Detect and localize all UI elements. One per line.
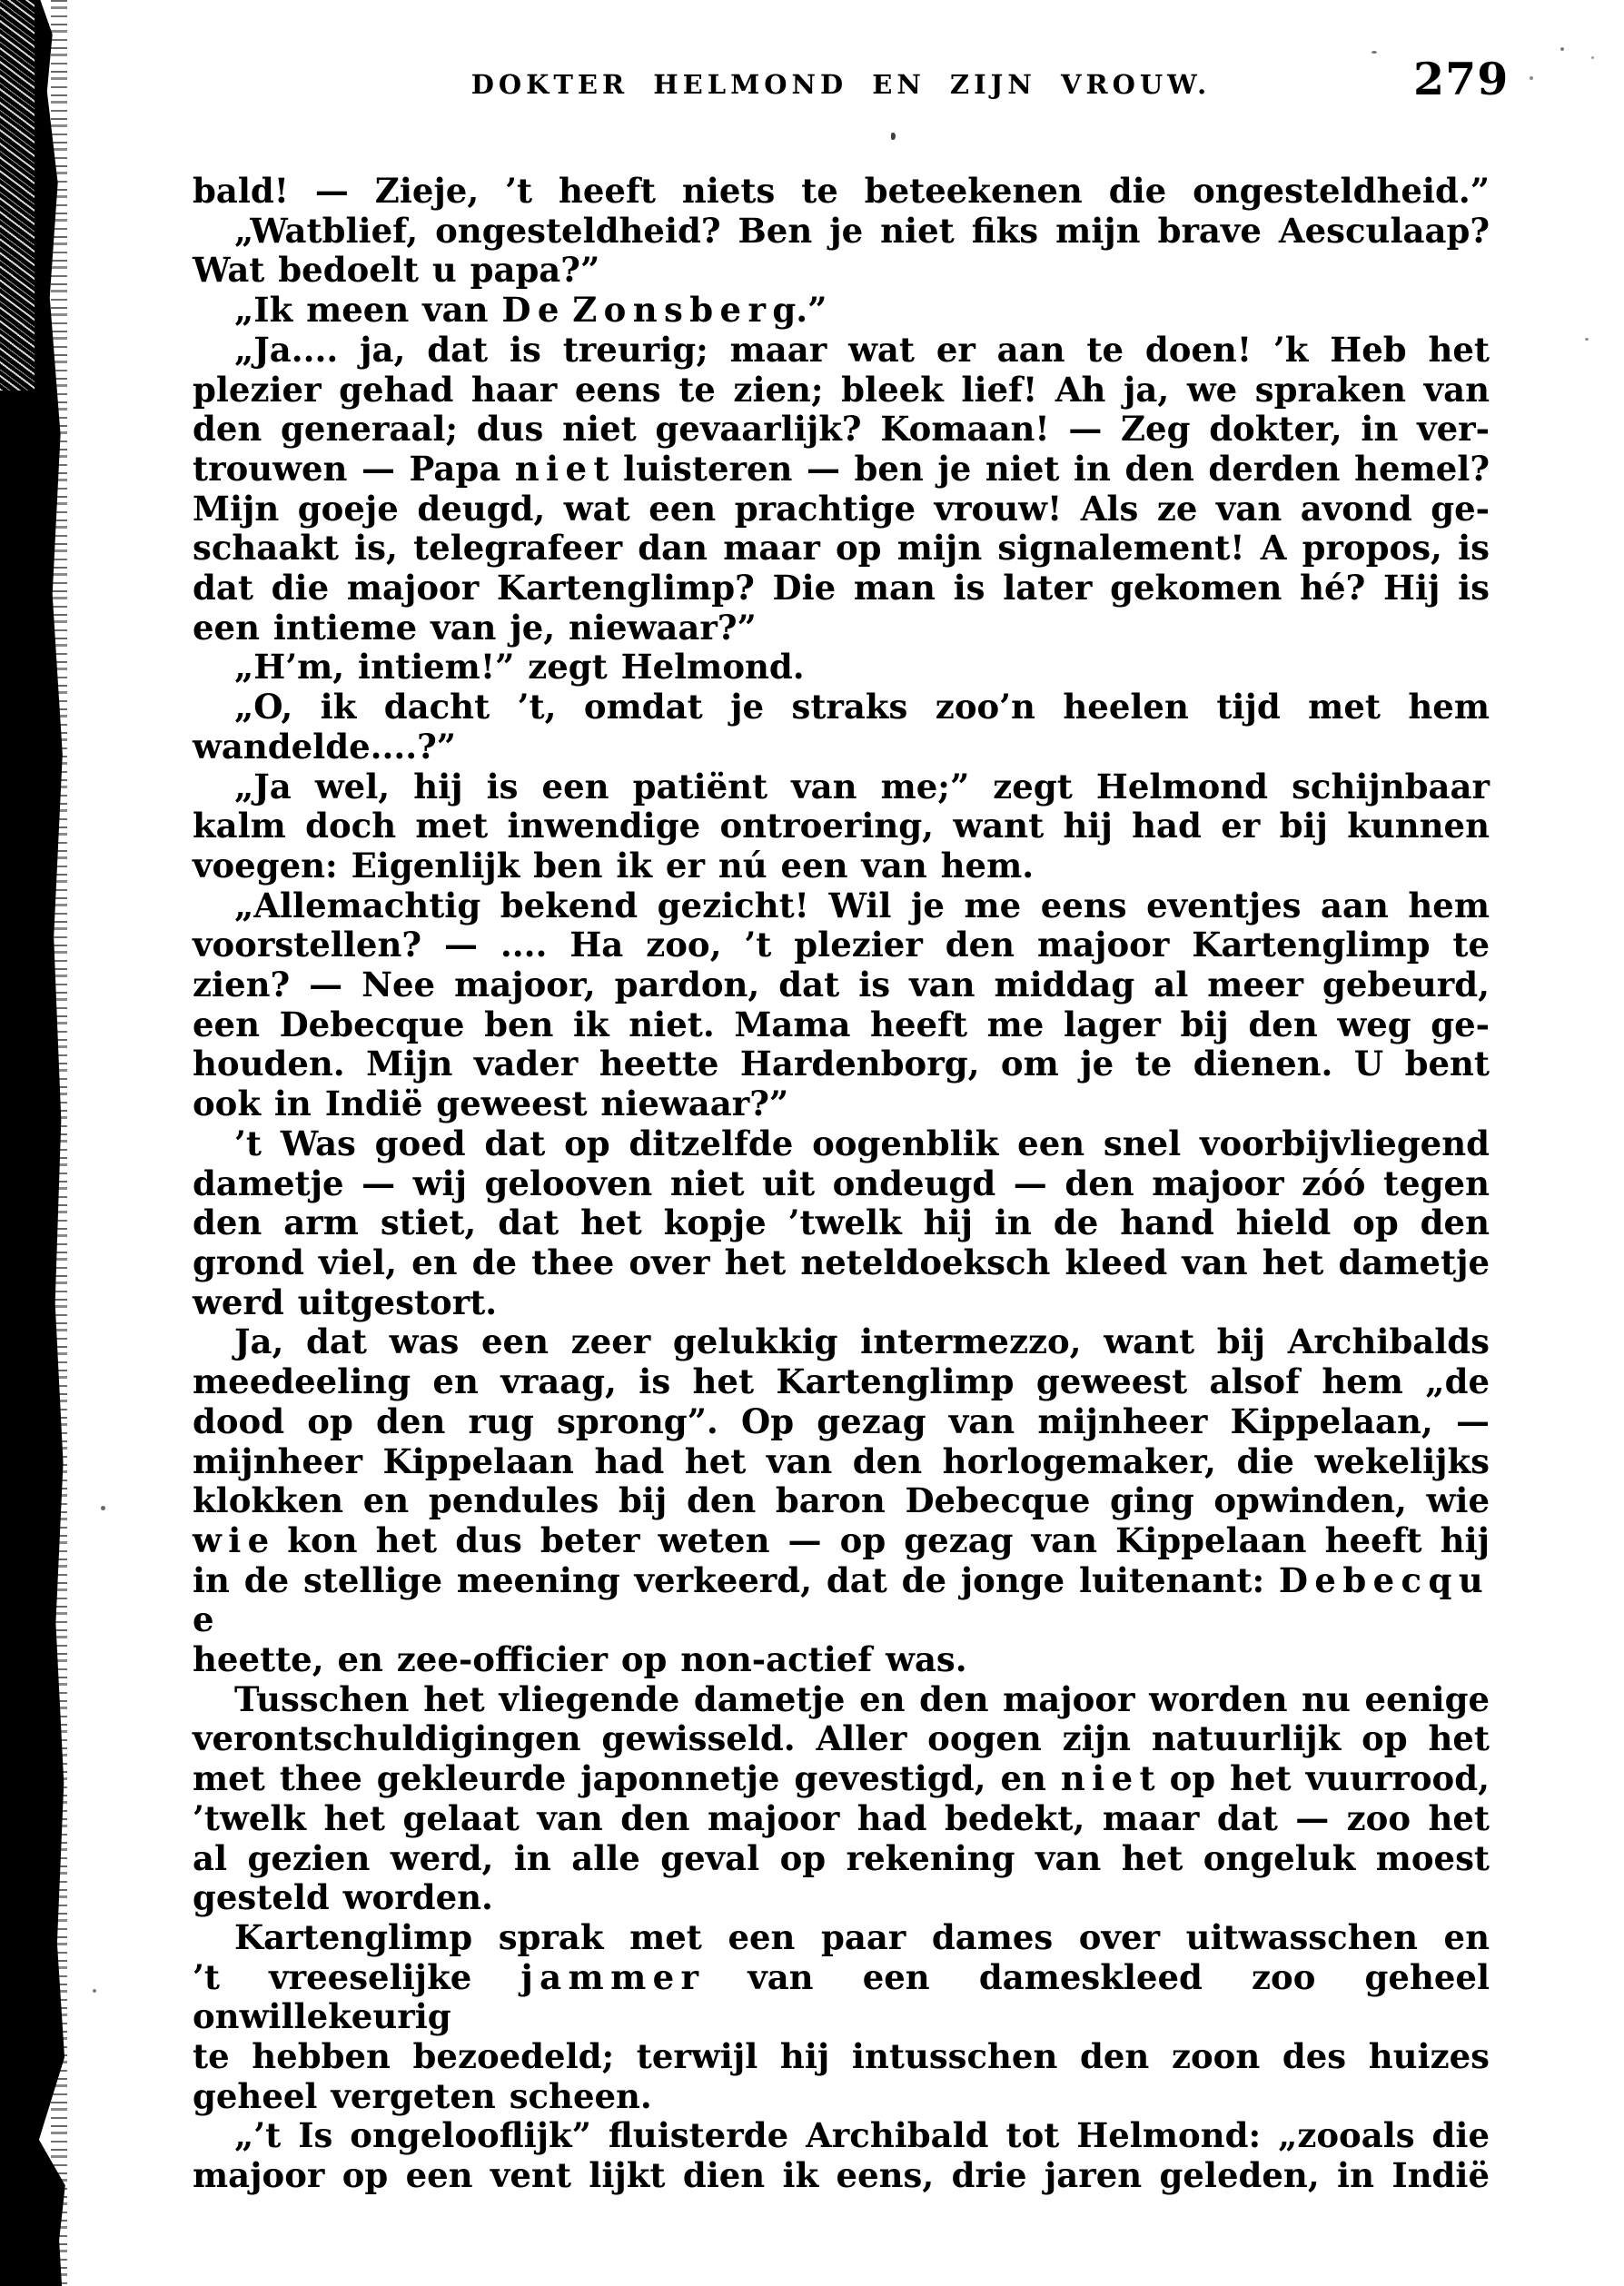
text-line: klokken en pendules bij den baron Debecque ging opwinden, wie — [193, 1480, 1490, 1521]
text-line: w i e kon het dus beter weten — op gezag van Kippelaan heeft hij — [193, 1519, 1490, 1560]
text-line: bald! — Zieje, ’t heeft niets te beteekenen die ongesteldheid.” — [193, 171, 1490, 211]
text-line: grond viel, en de thee over het neteldoeksch kleed van het dametje — [193, 1242, 1490, 1282]
text-line: Tusschen het vliegende dametje en den majoor worden nu eenige — [234, 1678, 1490, 1719]
scan-speck — [1560, 47, 1564, 51]
text-line: voorstellen? — .... Ha zoo, ’t plezier den majoor Kartenglimp te — [193, 925, 1490, 965]
text-line: „Ja wel, hij is een patiënt van me;” zegt Helmond schijnbaar — [234, 766, 1490, 807]
text-line: met thee gekleurde japonnetje gevestigd, en n i e t op het vuurrood, — [193, 1758, 1490, 1799]
text-line: „Watblief, ongesteldheid? Ben je niet fiks mijn brave Aesculaap? — [234, 210, 1490, 251]
text-line: dood op den rug sprong”. Op gezag van mijnheer Kippelaan, — — [193, 1400, 1490, 1441]
text-line: „Allemachtig bekend gezicht! Wil je me eens eventjes aan hem — [234, 885, 1490, 925]
text-line: „Ja.... ja, dat is treurig; maar wat er aan te doen! ’k Heb het — [234, 329, 1490, 370]
text-line: wandelde....?” — [193, 726, 457, 767]
text-line: geheel vergeten scheen. — [193, 2075, 652, 2116]
text-line: Mijn goeje deugd, wat een prachtige vrouw! Als ze van avond ge- — [193, 488, 1490, 529]
text-line: den arm stiet, dat het kopje ’twelk hij in de hand hield op den — [193, 1202, 1490, 1243]
text-line: trouwen — Papa n i e t luisteren — ben je niet in den derden hemel? — [193, 448, 1490, 489]
scan-gutter-noise — [51, 0, 67, 2286]
text-line: majoor op een vent lijkt dien ik eens, drie jaren geleden, in Indië — [193, 2155, 1490, 2196]
text-line: in de stellige meening verkeerd, dat de jonge luitenant: D e b e c q u e — [193, 1559, 1490, 1640]
scan-speck — [101, 1506, 105, 1510]
text-line: een Debecque ben ik niet. Mama heeft me lager bij den weg ge- — [193, 1004, 1490, 1044]
text-line: den generaal; dus niet gevaarlijk? Komaan! — Zeg dokter, in ver- — [193, 409, 1490, 450]
scan-speck — [891, 133, 896, 140]
text-line: Wat bedoelt u papa?” — [193, 250, 600, 291]
scan-speck — [93, 1989, 96, 1993]
text-line: voegen: Eigenlijk ben ik er nú een van hem. — [193, 845, 1035, 886]
text-line: verontschuldigingen gewisseld. Aller oogen zijn natuurlijk op het — [193, 1718, 1490, 1759]
text-line: ’twelk het gelaat van den majoor had bedekt, maar dat — zoo het — [193, 1797, 1490, 1838]
text-line: zien? — Nee majoor, pardon, dat is van middag al meer gebeurd, — [193, 965, 1490, 1005]
text-line: een intieme van je, niewaar?” — [193, 607, 757, 648]
text-line: dat die majoor Kartenglimp? Die man is later gekomen hé? Hij is — [193, 568, 1490, 609]
scan-speck — [1371, 51, 1377, 54]
text-line: te hebben bezoedeld; terwijl hij intusschen den zoon des huizes — [193, 2036, 1490, 2077]
text-line: „H’m, intiem!” zegt Helmond. — [234, 647, 805, 688]
text-line: ’t vreeselijke j a m m e r van een dameskleed zoo geheel onwillekeurig — [193, 1956, 1490, 2037]
text-line: ’t Was goed dat op ditzelfde oogenblik een snel voorbijvliegend — [234, 1123, 1490, 1163]
text-line: Ja, dat was een zeer gelukkig intermezzo, want bij Archibalds — [234, 1321, 1490, 1362]
text-line: „’t Is ongelooflijk” fluisterde Archibald tot Helmond: „zooals die — [234, 2115, 1490, 2156]
text-line: Kartenglimp sprak met een paar dames over uitwasschen en — [234, 1916, 1490, 1957]
scan-speck — [27, 2051, 34, 2055]
page-number: 279 — [1413, 53, 1510, 105]
page-text — [193, 172, 1490, 2196]
text-line: „O, ik dacht ’t, omdat je straks zoo’n heelen tijd met hem — [234, 687, 1490, 727]
scan-speck — [1530, 76, 1533, 80]
text-line: schaakt is, telegrafeer dan maar op mijn signalement! A propos, is — [193, 528, 1490, 569]
text-line: heette, en zee-officier op non-actief was. — [193, 1639, 967, 1680]
text-line: kalm doch met inwendige ontroering, want hij had er bij kunnen — [193, 806, 1490, 846]
text-line: werd uitgestort. — [193, 1282, 498, 1322]
text-line: plezier gehad haar eens te zien; bleek lief! Ah ja, we spraken van — [193, 369, 1490, 410]
text-line: mijnheer Kippelaan had het van den horlogemaker, die wekelijks — [193, 1440, 1490, 1481]
scan-speck — [1591, 56, 1594, 59]
text-line: „Ik meen van D e Z o n s b e r g.” — [234, 290, 827, 331]
text-line: gesteld worden. — [193, 1877, 493, 1918]
running-title: DOKTER HELMOND EN ZIJN VROUW. — [470, 69, 1212, 100]
text-line: dametje — wij gelooven niet uit ondeugd — den majoor zóó tegen — [193, 1163, 1490, 1203]
text-line: ook in Indië geweest niewaar?” — [193, 1084, 789, 1124]
text-line: al gezien werd, in alle geval op rekening van het ongeluk moest — [193, 1837, 1490, 1878]
scan-gutter-speckle — [0, 0, 35, 391]
text-line: meedeeling en vraag, is het Kartenglimp geweest alsof hem „de — [193, 1361, 1490, 1402]
scan-speck — [1585, 338, 1589, 341]
text-line: houden. Mijn vader heette Hardenborg, om je te dienen. U bent — [193, 1044, 1490, 1084]
